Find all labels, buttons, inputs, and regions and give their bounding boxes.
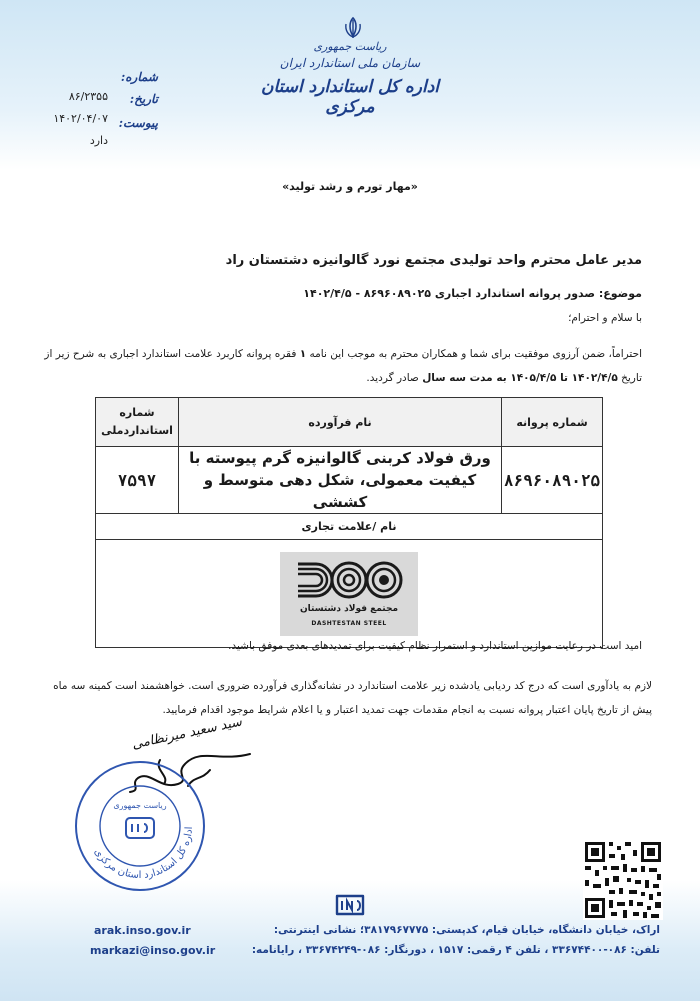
number-value: ۸۶/۲۳۵۵ [68, 90, 108, 103]
trademark-logo-cell [96, 540, 603, 648]
logo-text-english: DASHTESTAN STEEL [311, 619, 387, 627]
body-text-1: احتراماً، ضمن آرزوی موفقیت برای شما و همکاران محترم به موجب این نامه [306, 348, 642, 360]
header-license-number: شماره پروانه [502, 398, 603, 447]
org-line-presidency: ریاست جمهوری [313, 40, 387, 53]
header-standard-line1: شماره [119, 406, 155, 419]
recipient: مدیر عامل محترم واحد تولیدی مجتمع نورد گالوانیزه دشتستان راد [225, 253, 642, 268]
closing-wish: امید است در رعایت موازین استاندارد و استمرار نظام کیفیت برای تمدیدهای بعدی موفق باشید. [228, 640, 642, 652]
attachment-label: پیوست: [118, 116, 158, 130]
subject-line: موضوع: صدور پروانه استاندارد اجباری ۸۶۹۶۰۸۹۰۲۵ - ۱۴۰۲/۴/۵ [303, 287, 642, 300]
number-label: شماره: [120, 70, 158, 84]
org-line-provincial-office: اداره کل استاندارد استان مرکزی [260, 77, 440, 117]
qr-code-icon[interactable] [583, 840, 663, 920]
inso-logo-icon [333, 888, 367, 922]
footer-phones: تلفن: ۰۸۶-۳۳۶۷۴۴۰۰ ، تلفن ۴ رقمی: ۱۵۱۷ ، دورنگار: ۰۸۶-۳۳۶۷۴۲۴۹ ، رایانامه: [251, 944, 660, 956]
standard-number: ۷۵۹۷ [96, 447, 179, 514]
stamp-ring-text: اداره کل استاندارد استان مرکزی [91, 826, 196, 882]
trademark-label-row [96, 514, 603, 540]
attachment-value: دارد [89, 134, 108, 147]
license-number: ۸۶۹۶۰۸۹۰۲۵ [502, 447, 603, 514]
header-product-name: نام فرآورده [179, 398, 502, 447]
header-standard-number [96, 398, 179, 447]
company-logo-mark-icon [294, 558, 404, 602]
body-paragraph [22, 342, 642, 390]
body-text-2: فقره پروانه کاربرد علامت استاندارد اجباری به شرح زیر از تاریخ [44, 348, 642, 384]
signer-name: سید سعید میرنظامی [130, 714, 244, 753]
body-count: ۱ [299, 348, 307, 360]
official-stamp-icon [70, 756, 210, 896]
date-label: تاریخ: [129, 92, 158, 106]
stamp-top-text: ریاست جمهوری [113, 801, 167, 810]
slogan: «مهار تورم و رشد تولید» [282, 180, 418, 193]
iran-emblem-icon [342, 16, 364, 40]
product-line2: کیفیت معمولی، شکل دهی متوسط و کششی [203, 471, 477, 511]
logo-text-persian: مجتمع فولاد دشتستان [299, 603, 399, 614]
date-value: ۱۴۰۲/۰۴/۰۷ [53, 112, 108, 125]
footer-email-link[interactable]: markazi@inso.gov.ir [90, 944, 216, 957]
greeting: با سلام و احترام؛ [568, 312, 642, 324]
trademark-logo-row [96, 540, 603, 648]
footer-website-link[interactable]: arak.inso.gov.ir [94, 924, 191, 937]
body-dates: ۱۴۰۲/۴/۵ تا ۱۴۰۵/۴/۵ به مدت سه سال [422, 372, 618, 384]
table-row [96, 447, 603, 514]
closing-reminder: لازم به یادآوری است که درج کد ردیابی یادشده زیر علامت استاندارد در نشانه‌گذاری فرآورده ضروری است. خواهشمند است کمینه سه ماه پیش از تاریخ پایان اعتبار پروانه نسبت به انجام مقدمات جهت تمدید اعتبار و یا اعلام شرایط موجود اقدام فرمایید. [53, 680, 652, 716]
header-standard-line2: استانداردملی [101, 424, 173, 437]
product-name [179, 447, 502, 514]
footer-address: اراک، خیابان دانشگاه، خیابان قیام، کدپستی: ۳۸۱۷۹۶۷۷۷۵؛ نشانی اینترنتی: [273, 924, 660, 936]
org-line-national-standards: سازمان ملی استاندارد ایران [279, 56, 421, 70]
letter-meta [38, 70, 158, 147]
product-line1: ورق فولاد کربنی گالوانیزه گرم پیوسته با [189, 449, 491, 467]
table-header-row [96, 398, 603, 447]
company-logo [280, 552, 418, 636]
body-text-3: صادر گردید. [366, 372, 423, 384]
trademark-label: نام /علامت تجاری [96, 514, 603, 540]
license-table [95, 397, 603, 648]
